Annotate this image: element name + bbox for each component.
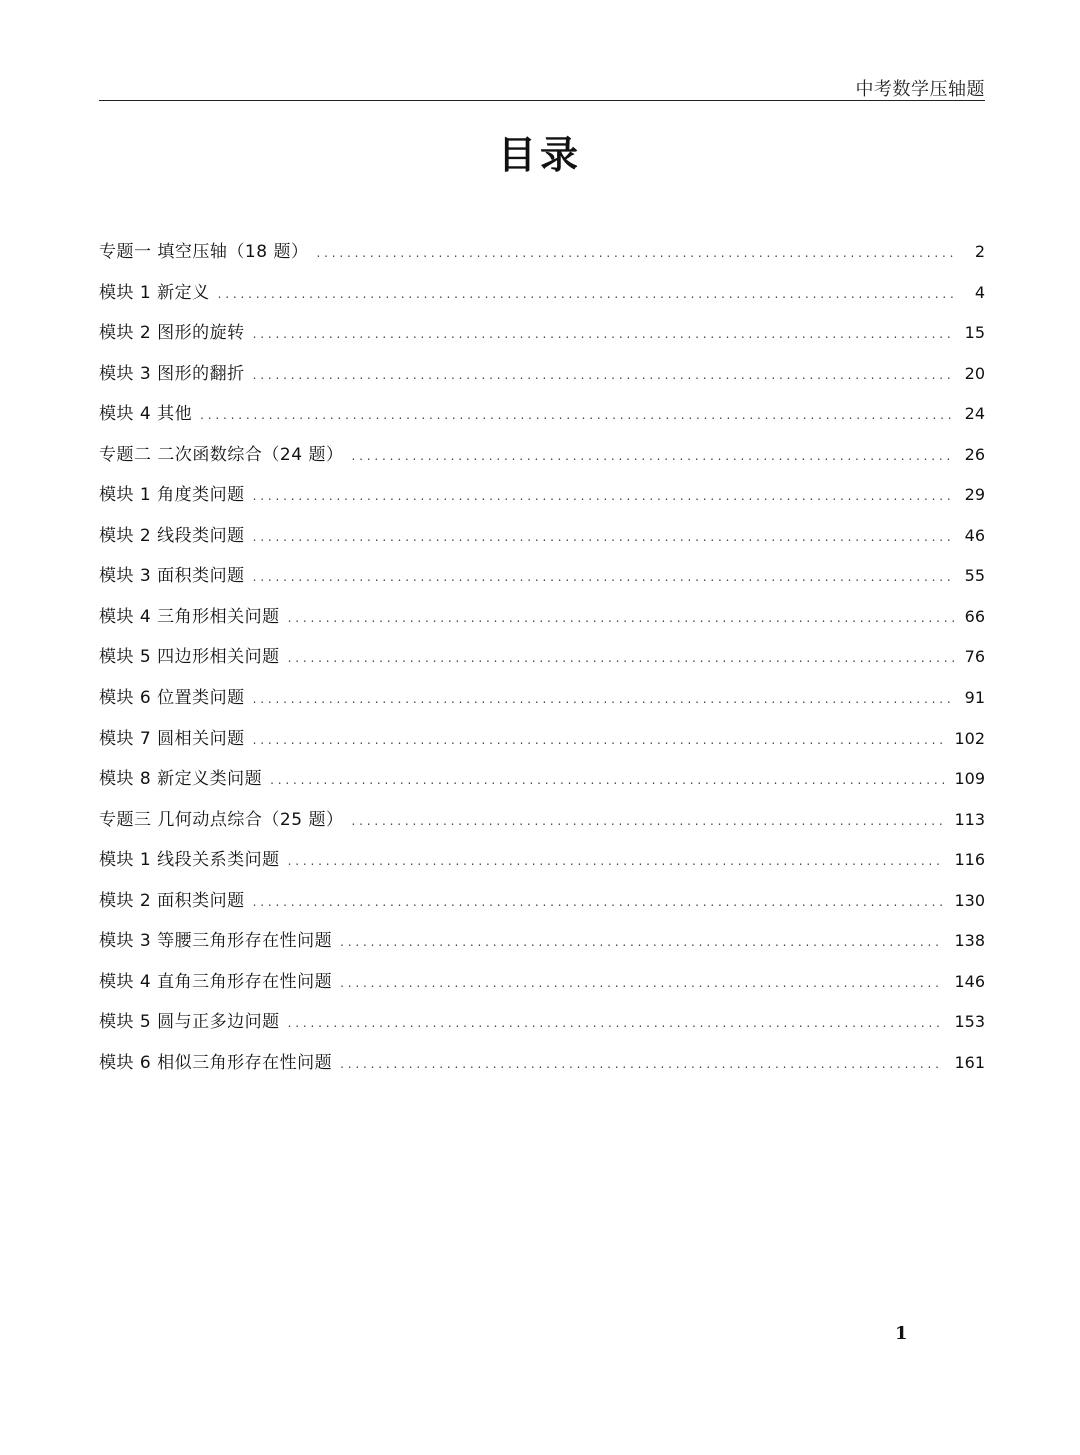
toc-entry-page: 138 xyxy=(954,931,985,951)
toc-entry-page: 91 xyxy=(964,688,985,708)
toc-entry-page: 24 xyxy=(964,404,985,424)
toc-entry-page: 2 xyxy=(974,242,985,261)
page-title: 目录 xyxy=(497,133,582,177)
toc-entry-label: 专题一 填空压轴（18 题） xyxy=(99,242,309,262)
toc-entry-page: 116 xyxy=(954,850,985,870)
toc-entry-page: 15 xyxy=(964,323,985,343)
toc-entry[interactable] xyxy=(99,804,985,845)
toc-entry[interactable] xyxy=(99,844,985,885)
toc-entry-label: 专题二 二次函数综合（24 题） xyxy=(99,444,344,465)
toc-entry-label: 模块 1 角度类问题 xyxy=(99,485,245,506)
toc-entry[interactable] xyxy=(99,439,985,480)
toc-entry-label: 模块 2 线段类问题 xyxy=(99,525,245,546)
toc-entry-label: 模块 3 图形的翻折 xyxy=(99,363,245,384)
toc-leader-dots xyxy=(253,480,955,512)
toc-entry-page: 29 xyxy=(964,485,985,505)
toc-entry-label: 模块 1 新定义 xyxy=(99,282,210,303)
toc-entry[interactable] xyxy=(99,398,985,439)
toc-entry[interactable] xyxy=(99,763,985,804)
toc-entry[interactable] xyxy=(99,641,985,682)
toc-leader-dots xyxy=(253,683,955,715)
toc-entry-label: 模块 6 相似三角形存在性问题 xyxy=(99,1052,333,1073)
toc-entry-page: 76 xyxy=(964,647,985,667)
toc-leader-dots xyxy=(340,967,944,999)
toc-leader-dots xyxy=(270,764,944,796)
toc-entry-page: 102 xyxy=(954,728,985,748)
toc-leader-dots xyxy=(340,1048,944,1080)
page-number: 1 xyxy=(895,1323,908,1344)
toc-entry[interactable] xyxy=(99,560,985,601)
toc-entry-page: 130 xyxy=(954,890,985,910)
toc-entry[interactable] xyxy=(99,925,985,966)
toc-entry[interactable] xyxy=(99,479,985,520)
header-title: 中考数学压轴题 xyxy=(855,79,985,100)
toc-entry-label: 模块 4 直角三角形存在性问题 xyxy=(99,971,333,992)
table-of-contents xyxy=(99,236,985,1087)
toc-entry[interactable] xyxy=(99,723,985,764)
toc-leader-dots xyxy=(288,642,955,674)
toc-leader-dots xyxy=(253,561,955,593)
toc-entry-page: 109 xyxy=(954,769,985,789)
toc-entry-label: 模块 6 位置类问题 xyxy=(99,688,245,709)
toc-leader-dots xyxy=(253,318,955,350)
toc-entry-label: 模块 3 等腰三角形存在性问题 xyxy=(99,931,333,952)
toc-entry-label: 模块 5 四边形相关问题 xyxy=(99,647,280,668)
toc-entry-page: 20 xyxy=(964,363,985,383)
toc-entry-label: 模块 4 其他 xyxy=(99,404,193,425)
page-header xyxy=(99,72,985,101)
toc-entry-label: 模块 7 圆相关问题 xyxy=(99,728,245,749)
toc-leader-dots xyxy=(351,440,954,472)
toc-entry-label: 模块 5 圆与正多边问题 xyxy=(99,1012,280,1033)
toc-entry[interactable] xyxy=(99,317,985,358)
toc-leader-dots xyxy=(253,724,945,756)
toc-entry-page: 4 xyxy=(974,282,985,302)
toc-entry-page: 153 xyxy=(954,1012,985,1032)
toc-entry-label: 模块 4 三角形相关问题 xyxy=(99,606,280,627)
toc-leader-dots xyxy=(253,359,955,391)
toc-entry-page: 26 xyxy=(964,444,985,464)
toc-entry-label: 专题三 几何动点综合（25 题） xyxy=(99,809,344,830)
toc-entry-page: 113 xyxy=(954,809,985,829)
toc-entry[interactable] xyxy=(99,520,985,561)
toc-entry-page: 146 xyxy=(954,971,985,991)
toc-leader-dots xyxy=(288,1007,945,1039)
toc-entry-page: 46 xyxy=(964,525,985,545)
toc-entry[interactable] xyxy=(99,682,985,723)
toc-entry[interactable] xyxy=(99,1047,985,1088)
toc-leader-dots xyxy=(340,926,944,958)
toc-leader-dots xyxy=(253,886,945,918)
toc-entry-label: 模块 2 面积类问题 xyxy=(99,890,245,911)
toc-entry[interactable] xyxy=(99,277,985,318)
toc-entry-page: 161 xyxy=(954,1052,985,1072)
toc-entry[interactable] xyxy=(99,601,985,642)
toc-entry-label: 模块 1 线段关系类问题 xyxy=(99,850,280,871)
toc-entry-label: 模块 3 面积类问题 xyxy=(99,566,245,587)
toc-leader-dots xyxy=(200,399,955,431)
toc-entry[interactable] xyxy=(99,236,985,277)
toc-entry-page: 66 xyxy=(964,606,985,626)
toc-leader-dots xyxy=(351,805,944,837)
toc-entry[interactable] xyxy=(99,358,985,399)
toc-entry[interactable] xyxy=(99,1006,985,1047)
toc-entry-label: 模块 2 图形的旋转 xyxy=(99,323,245,344)
toc-leader-dots xyxy=(316,237,955,269)
toc-entry-label: 模块 8 新定义类问题 xyxy=(99,769,263,790)
toc-entry[interactable] xyxy=(99,966,985,1007)
toc-leader-dots xyxy=(218,278,955,310)
toc-leader-dots xyxy=(288,845,945,877)
toc-entry[interactable] xyxy=(99,885,985,926)
toc-leader-dots xyxy=(288,602,955,634)
toc-entry-page: 55 xyxy=(964,566,985,586)
toc-leader-dots xyxy=(253,521,955,553)
